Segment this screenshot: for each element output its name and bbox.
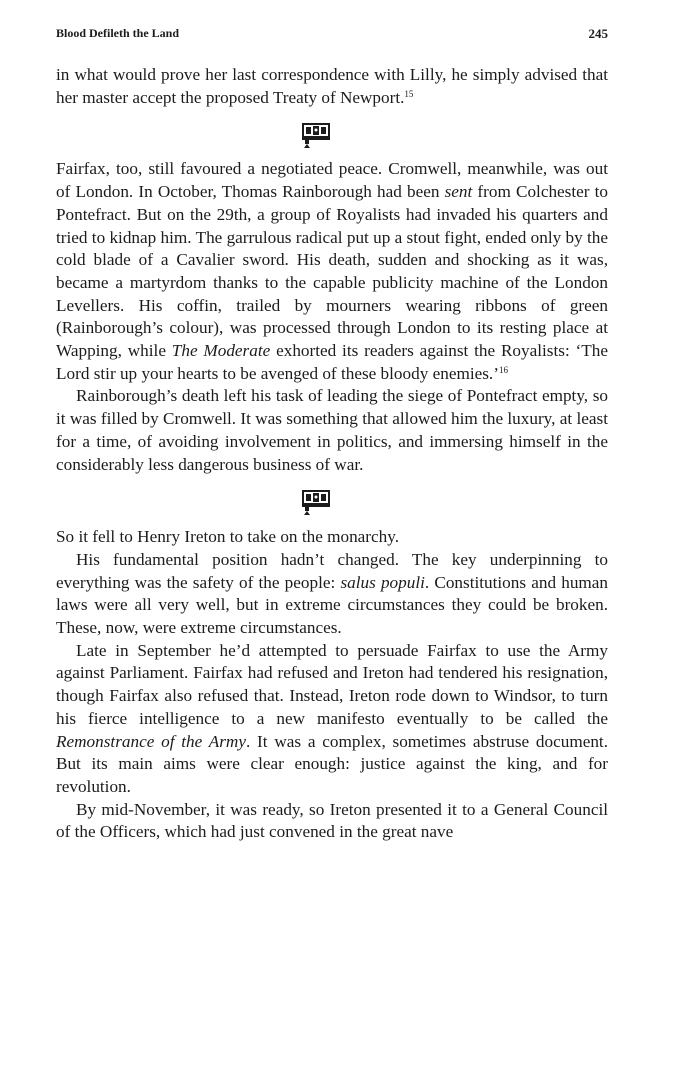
text-run: By mid-November, it was ready, so Ireton presented it to a General Council of the Officers, which had just convened in the great nave bbox=[56, 799, 608, 842]
footnote-ref: 16 bbox=[498, 364, 508, 375]
italic-text: The Moderate bbox=[171, 341, 271, 361]
text-run: in what would prove her last correspondence with Lilly, he simply advised that her master accept the proposed Treaty of Newport. bbox=[56, 65, 608, 107]
text-run: Fairfax, too, still favoured a negotiated peace. Cromwell, meanwhile, was out of London. In October, Thomas Rainborough had been bbox=[56, 159, 608, 202]
printer-ornament-icon bbox=[301, 121, 331, 149]
italic-text: Remonstrance of the Army bbox=[56, 731, 246, 751]
text-run: . It was a complex, sometimes abstruse document. But its main aims were clear enough: justice against the king, and for revolution. bbox=[56, 731, 609, 796]
printer-ornament-icon bbox=[301, 488, 331, 516]
running-title: Blood Defileth the Land bbox=[56, 26, 180, 40]
text-run: exhorted its readers against the Royalists: ‘The Lord stir up your hearts to be avenged of these bloody enemies.’ bbox=[56, 341, 609, 383]
text-run: . Constitutions and human laws were all very well, but in extreme circumstances they could be broken. These, now, were extreme circumstances. bbox=[56, 572, 609, 638]
italic-text: salus populi bbox=[340, 572, 425, 592]
body-paragraph bbox=[56, 640, 608, 799]
text-run: Late in September he’d attempted to persuade Fairfax to use the Army against Parliament. Fairfax had refused and Ireton had tendered his resignation, though Fairfax also refused that. Instead, Ireton rode down to Windsor, to turn his fierce intelligence to a new manifesto eventually to be called the bbox=[56, 640, 608, 728]
page-body bbox=[56, 64, 608, 844]
footnote-ref: 15 bbox=[404, 88, 414, 99]
body-paragraph bbox=[56, 526, 608, 549]
body-paragraph bbox=[56, 799, 608, 844]
section-break-ornament bbox=[56, 476, 608, 526]
running-head bbox=[56, 26, 608, 44]
body-paragraph bbox=[56, 549, 608, 640]
text-run: Rainborough’s death left his task of leading the siege of Pontefract empty, so it was filled by Cromwell. It was something that allowed him the luxury, at least for a time, of avoiding involvement in politics, and immersing himself in the considerably less dangerous business of war. bbox=[56, 386, 608, 474]
body-paragraph bbox=[56, 385, 608, 476]
text-run: His fundamental position hadn’t changed. The key underpinning to everything was the safety of the people: bbox=[56, 549, 608, 592]
italic-text: sent bbox=[444, 182, 473, 202]
text-run: from Colchester to Pontefract. But on the 29th, a group of Royalists had invaded his quarters and tried to kidnap him. The garrulous radical put up a stout fight, ended only by the cold blade of a Cavalier sword. His death, sudden and shocking as it was, became a martyrdom thanks to the capable publicity machine of the London Levellers. His coffin, trailed by mourners wearing ribbons of green (Rainborough’s colour), was processed through London to its resting place at Wapping, while bbox=[56, 182, 608, 361]
body-paragraph bbox=[56, 158, 608, 385]
text-run: So it fell to Henry Ireton to take on the monarchy. bbox=[56, 527, 400, 547]
section-break-ornament bbox=[56, 109, 608, 158]
body-paragraph bbox=[56, 64, 608, 109]
page-number: 245 bbox=[588, 26, 608, 41]
